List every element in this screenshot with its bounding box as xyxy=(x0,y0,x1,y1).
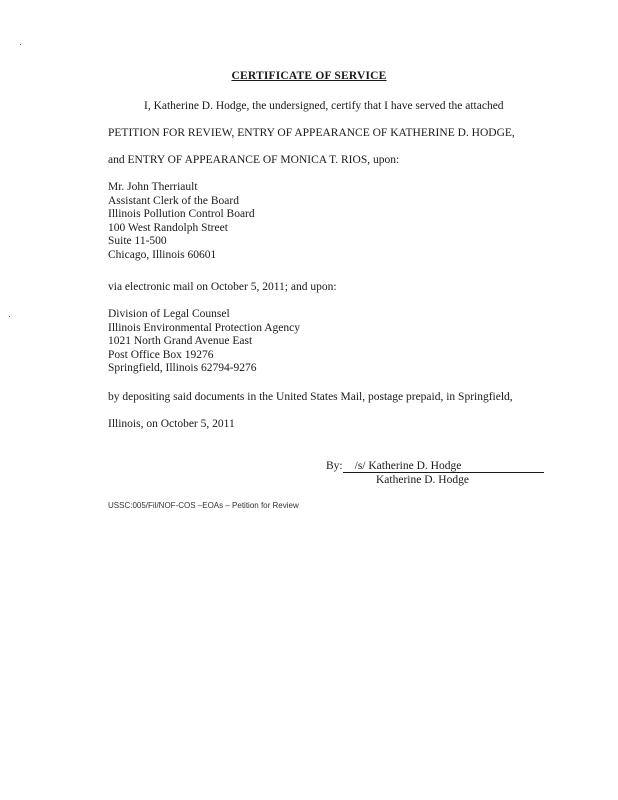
service-method-2-line-1: by depositing said documents in the United States Mail, postage prepaid, in Springfield, xyxy=(108,391,513,403)
scan-speck xyxy=(20,44,21,45)
documents-line-2: and ENTRY OF APPEARANCE OF MONICA T. RIOS, upon: xyxy=(108,154,400,166)
intro-line: I, Katherine D. Hodge, the undersigned, certify that I have served the attached xyxy=(144,100,504,112)
by-label: By: xyxy=(326,460,343,472)
footer-reference: USSC:005/Fil/NOF-COS –EOAs – Petition for Review xyxy=(108,501,299,510)
service-method-2-line-2: Illinois, on October 5, 2011 xyxy=(108,418,235,430)
address-line: Suite 11-500 xyxy=(108,235,167,247)
documents-line-1: PETITION FOR REVIEW, ENTRY OF APPEARANCE OF KATHERINE D. HODGE, xyxy=(108,127,515,139)
address-line: Post Office Box 19276 xyxy=(108,348,214,361)
address-line: Chicago, Illinois 60601 xyxy=(108,248,217,261)
document-title: CERTIFICATE OF SERVICE xyxy=(231,70,387,82)
recipient-1-address xyxy=(108,181,255,262)
signature-line xyxy=(326,460,544,473)
scan-speck xyxy=(9,316,10,317)
address-line: Division of Legal Counsel xyxy=(108,308,230,320)
address-line: 1021 North Grand Avenue East xyxy=(108,335,253,347)
signed-name: /s/ Katherine D. Hodge xyxy=(354,460,462,472)
address-line: Illinois Environmental Protection Agency xyxy=(108,321,300,334)
address-line: Springfield, Illinois 62794-9276 xyxy=(108,362,257,374)
printed-name: Katherine D. Hodge xyxy=(376,474,469,486)
recipient-2-address xyxy=(108,308,300,376)
signature-field xyxy=(343,460,544,473)
address-line: Assistant Clerk of the Board xyxy=(108,194,239,207)
service-method-1: via electronic mail on October 5, 2011; and upon: xyxy=(108,281,337,293)
address-line: Mr. John Therriault xyxy=(108,181,198,193)
address-line: 100 West Randolph Street xyxy=(108,221,228,234)
address-line: Illinois Pollution Control Board xyxy=(108,208,255,220)
